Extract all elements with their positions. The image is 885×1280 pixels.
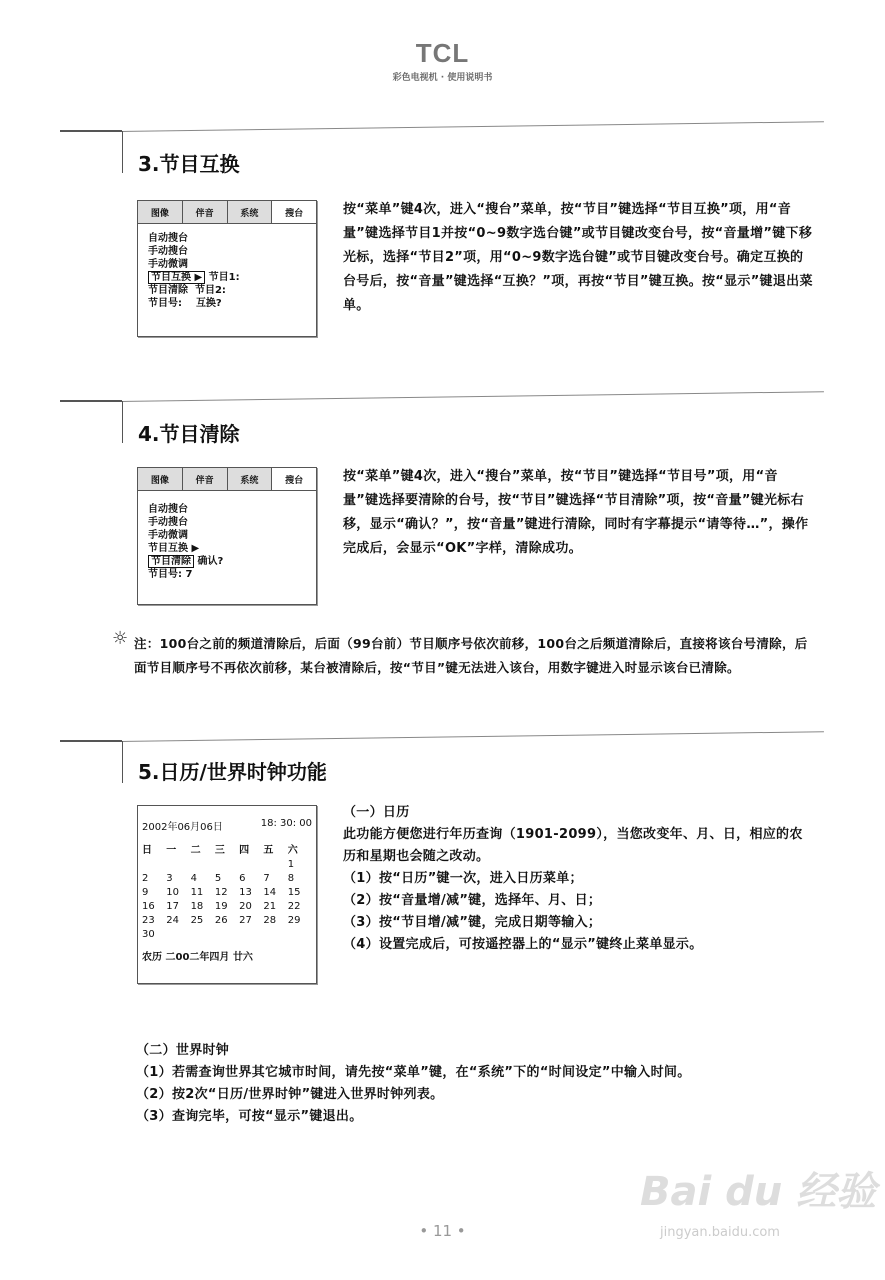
calendar-day xyxy=(263,859,287,870)
header-subtitle: 彩色电视机 · 使用说明书 xyxy=(392,73,493,83)
section-title: 5.日历/世界时钟功能 xyxy=(138,760,327,784)
calendar-day: 25 xyxy=(190,915,204,926)
calendar-day: 10 xyxy=(166,887,180,898)
calendar-day: 3 xyxy=(166,873,173,884)
menu-item: 节目清除 xyxy=(148,285,188,296)
calendar-day xyxy=(142,859,166,870)
section-rule xyxy=(60,740,122,742)
section-rule xyxy=(60,400,122,402)
calendar-day: 29 xyxy=(287,915,301,926)
menu-screen xyxy=(137,200,317,337)
weekday-label: 二 xyxy=(190,845,201,856)
section-rule xyxy=(60,130,122,132)
calendar-day xyxy=(215,859,239,870)
world-clock-step: （1）若需查询世界其它城市时间，请先按“菜单”键，在“系统”下的“时间设定”中输入时间。 xyxy=(136,1065,691,1080)
page-number: • 11 • xyxy=(419,1222,466,1240)
calendar-day: 6 xyxy=(239,873,246,884)
menu-item: 自动搜台 xyxy=(148,504,188,515)
section-rule-vertical xyxy=(122,131,123,173)
calendar-step: （1）按“日历”键一次，进入日历菜单； xyxy=(343,871,583,886)
menu-tab: 系统 xyxy=(228,201,273,223)
calendar-day: 30 xyxy=(142,929,155,940)
menu-tab: 系统 xyxy=(228,468,273,490)
calendar-day: 11 xyxy=(190,887,204,898)
section-title: 4.节目清除 xyxy=(138,422,240,446)
calendar-screen xyxy=(137,805,317,984)
calendar-intro: 此功能方便您进行年历查询（1901-2099），当您改变年、月、日，相应的农历和星期也会随之改动。 xyxy=(343,827,803,864)
section-title: 3.节目互换 xyxy=(138,152,240,176)
calendar-day: 16 xyxy=(142,901,155,912)
world-clock-step: （3）查询完毕，可按“显示”键退出。 xyxy=(136,1109,363,1124)
calendar-day: 9 xyxy=(142,887,149,898)
calendar-day: 2 xyxy=(142,873,149,884)
menu-tab: 搜台 xyxy=(272,201,316,223)
calendar-day xyxy=(191,859,215,870)
calendar-day: 1 xyxy=(287,859,295,870)
calendar-day: 8 xyxy=(287,873,295,884)
menu-tab: 伴音 xyxy=(183,468,228,490)
section-rule-thin xyxy=(122,391,824,402)
calendar-day: 13 xyxy=(239,887,252,898)
menu-value: 节目1: xyxy=(208,272,240,283)
menu-item: 手动微调 xyxy=(148,259,188,270)
menu-item: 节目号: xyxy=(148,298,182,309)
calendar-time: 18: 30: 00 xyxy=(260,818,312,829)
menu-item: 手动搜台 xyxy=(148,517,188,528)
section-rule-thin xyxy=(122,731,824,742)
calendar-day: 18 xyxy=(190,901,204,912)
menu-item: 手动搜台 xyxy=(148,246,188,257)
menu-item: 节目互换 ▶ xyxy=(148,543,200,554)
calendar-day: 27 xyxy=(239,915,252,926)
calendar-day: 19 xyxy=(214,901,228,912)
calendar-step: （3）按“节目增/减”键，完成日期等输入； xyxy=(343,915,602,930)
world-clock-heading: （二）世界时钟 xyxy=(136,1043,230,1058)
section-text: 按“菜单”键4次，进入“搜台”菜单，按“节目”键选择“节目互换”项，用“音量”键选择节目1并按“0~9数字选台键”或节目键改变台号，按“音量增”键下移光标，选择“节目2”项，用“0~9数字选台键”或节目键改变台号。确定互换的台号后，按“音量”键选择“互换？”项，再按“节目”键互换。按“显示”键退出菜单。 xyxy=(343,202,813,313)
weekday-label: 五 xyxy=(263,845,274,856)
menu-item-selected: 节目互换 ▶ xyxy=(148,271,205,284)
weekday-label: 六 xyxy=(287,845,298,856)
calendar-day xyxy=(239,859,263,870)
calendar-day: 21 xyxy=(263,901,277,912)
weekday-label: 三 xyxy=(214,845,225,856)
menu-value: 确认? xyxy=(197,556,224,567)
calendar-heading: （一）日历 xyxy=(343,805,410,820)
calendar-grid xyxy=(138,841,316,940)
calendar-step: （2）按“音量增/减”键，选择年、月、日； xyxy=(343,893,602,908)
menu-item: 自动搜台 xyxy=(148,233,188,244)
calendar-day: 22 xyxy=(287,901,301,912)
section-rule-vertical xyxy=(122,741,123,783)
calendar-day: 14 xyxy=(263,887,277,898)
weekday-label: 一 xyxy=(166,845,177,856)
baidu-watermark: Bai du 经验 xyxy=(640,1169,877,1215)
calendar-step: （4）设置完成后，可按遥控器上的“显示”键终止菜单显示。 xyxy=(343,937,703,952)
watermark-url: jingyan.baidu.com xyxy=(660,1225,780,1240)
menu-tab: 图像 xyxy=(138,468,183,490)
sun-icon: ☼ xyxy=(112,628,129,649)
calendar-date: 2002年06月06日 xyxy=(142,822,223,833)
calendar-day: 15 xyxy=(287,887,301,898)
section-text: 按“菜单”键4次，进入“搜台”菜单，按“节目”键选择“节目号”项，用“音量”键选择要清除的台号，按“节目”键选择“节目清除”项，按“音量”键光标右移，显示“确认？”，按“音量”键进行清除，同时有字幕提示“请等待…”，操作完成后，会显示“OK”字样，清除成功。 xyxy=(343,469,809,556)
tcl-logo: TCL xyxy=(415,38,470,68)
calendar-day: 24 xyxy=(166,915,180,926)
calendar-day: 20 xyxy=(239,901,252,912)
menu-tab: 搜台 xyxy=(272,468,316,490)
menu-value: 互换? xyxy=(195,298,222,309)
weekday-label: 四 xyxy=(239,845,250,856)
menu-value: 节目2: xyxy=(194,285,226,296)
calendar-day: 4 xyxy=(190,873,197,884)
calendar-day: 5 xyxy=(214,873,222,884)
calendar-day: 7 xyxy=(263,873,270,884)
calendar-day: 17 xyxy=(166,901,180,912)
calendar-day: 12 xyxy=(214,887,228,898)
menu-tab: 伴音 xyxy=(183,201,228,223)
calendar-day: 23 xyxy=(142,915,155,926)
menu-item: 节目号: 7 xyxy=(148,569,193,580)
calendar-day: 28 xyxy=(263,915,277,926)
lunar-date: 农历 二00二年四月 廿六 xyxy=(142,952,253,963)
menu-tab: 图像 xyxy=(138,201,183,223)
weekday-label: 日 xyxy=(142,845,152,856)
menu-screen xyxy=(137,467,317,605)
calendar-day xyxy=(166,859,190,870)
note-text: 注：100台之前的频道清除后，后面（99台前）节目顺序号依次前移，100台之后频道清除后，直接将该台号清除，后面节目顺序号不再依次前移，某台被清除后，按“节目”键无法进入该台，用数字键进入时显示该台已清除。 xyxy=(134,636,808,675)
section-rule-vertical xyxy=(122,401,123,443)
world-clock-step: （2）按2次“日历/世界时钟”键进入世界时钟列表。 xyxy=(136,1087,444,1102)
menu-item: 手动微调 xyxy=(148,530,188,541)
section-rule-thin xyxy=(122,121,824,132)
menu-item-selected: 节目清除 xyxy=(148,555,194,568)
calendar-day: 26 xyxy=(214,915,228,926)
